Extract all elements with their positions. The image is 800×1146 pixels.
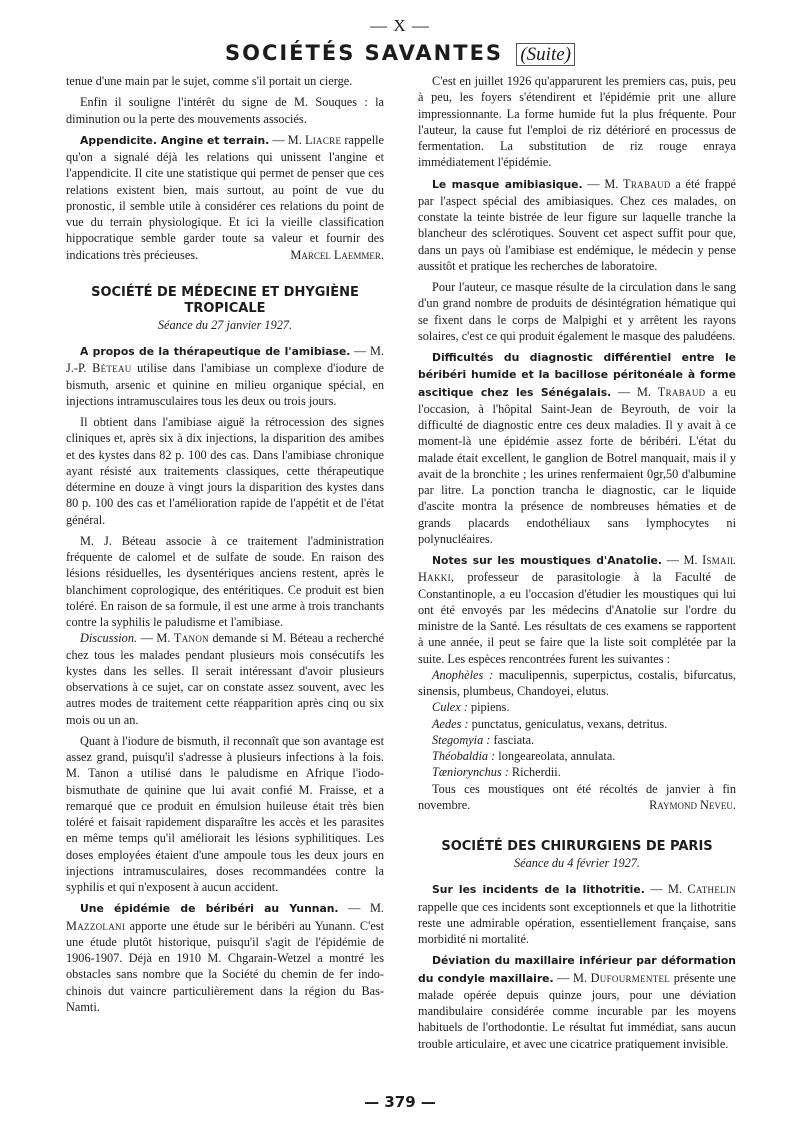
article-text: présente une malade opérée depuis quinze jours, pour une déviation mandibulaire considérée comme incurable par les moyens habituels de l'orthodontie. Le résultat fut immédiat, sans aucun trouble articulaire, et avec une cicatrice pratiquement invisible. [418, 970, 736, 1051]
article-text: rappelle que ces incidents sont exceptionnels et que la lithotritie reste une admirable opération, essentiellement française, sans morbidité ni mortalité. [418, 899, 736, 946]
species-names: fasciata. [490, 732, 535, 747]
masthead-suite: (Suite) [516, 43, 575, 66]
species-genus: Théobaldia : [432, 749, 496, 763]
right-column [418, 73, 736, 1052]
section-title-line1: SOCIÉTÉ DE MÉDECINE ET DHYGIÈNE [91, 284, 359, 300]
author-name: Mazzolani [66, 918, 126, 933]
dash: — M. [137, 631, 174, 646]
section-date-medecine: Séance du 27 janvier 1927. [157, 317, 293, 332]
signature: Marcel Laemmer. [290, 247, 384, 262]
masthead [0, 41, 800, 66]
article-deviation [418, 952, 736, 1052]
section-date-chirurgiens: Séance du 4 février 1927. [513, 856, 640, 870]
article-text: rappelle qu'on a signalé déjà les relations qui unissent l'angine et l'appendicite. Il cite une statistique qui permet de penser que ces relations existent bien, mais surtout, au point de vue du pronostic, il semble utile à considérer ces relations du point de vue du terrain physiologique. Et ici la vieille classification hippocratique semble garder toute sa valeur et fournir des indications très précieuses. [66, 132, 384, 262]
paragraph-iodure: Quant à l'iodure de bismuth, il reconnaît que son avantage est assez grand, puisqu'il s'adresse à plusieurs infections à la fois. M. Tanon a utilisé dans le paludisme en Afrique l'iodo-bismuthate de quinine que lui avait confié M. Fraisse, et a remarqué que ce produit en émulsion huileuse était très bien toléré et faisait rapidement disparaître les accès et les parasites en même temps qu'il améliorait les lésions syphilitiques. Les doses employées étaient d'une ampoule tous les deux jours en injections intramusculaires, doses recommandées contre la syphilis et qui n'exposent à aucun accident. [66, 733, 384, 894]
species-genus: Culex : [432, 700, 468, 715]
species-names: maculipennis, superpictus, costalis, bifurcatus, sinensis, plumbeus, Chandoyei, elutus. [418, 667, 736, 698]
author-name: Ismail Hakki [418, 553, 736, 585]
section-title-medecine [66, 285, 384, 317]
species-entry [418, 732, 736, 748]
section-title-line2: TROPICALE [184, 300, 266, 316]
spacer [66, 263, 384, 285]
article-therapeutique [66, 343, 384, 409]
species-names: pipiens. [467, 700, 510, 715]
article-text: a été frappé par l'aspect spécial des amibiasiques. Chez ces malades, on constate la teinte bistrée de leur figure sur laquelle tranche la blancheur des sclérotiques. Souvent cet aspect suffit pour que, dans un pays où l'amibiase est endémique, le médecin y pense aussitôt et pratique les recherches de laboratoire. [418, 176, 736, 273]
species-genus: Aedes : [432, 716, 469, 731]
paragraph-tous [418, 781, 736, 814]
article-heading: Appendicite. Angine et terrain. [80, 133, 270, 147]
signature: Raymond Neveu. [649, 797, 736, 812]
paragraph-auteur: Pour l'auteur, ce masque résulte de la circulation dans le sang d'un grand nombre de produits de désintégration hématique qui se fixent dans le corps de Malpighi et y arrêtent les rayons solaires, c'est ce qui produit également le masque des paludéens. [418, 280, 736, 343]
article-text: a eu l'occasion, à l'hôpital Saint-Jean de Beyrouth, de voir la difficulté de diagnostic entre ces deux maladies. Il y avait à ce moment-là une épidémie assez forte de béribéri. L'état du malade était excellent, le ganglion de Botrel manquait, mais il y avait de la bronchite ; les urines renfermaient 0gr,50 d'albumine par litre. La ponction trancha le diagnostic, car le liquide d'ascite montra la présence de nombreuses hématies et de grands placards endothéliaux sans lymphocytes ni polynucléaires. [418, 384, 736, 546]
author-name: Dufourmentel [590, 970, 671, 985]
section-title-chirurgiens: SOCIÉTÉ DES CHIRURGIENS DE PARIS [441, 839, 713, 854]
discussion-label: Discussion. [80, 631, 138, 646]
spacer [418, 871, 736, 881]
species-names: longeareolata, annulata. [495, 749, 616, 763]
species-genus: Tæniorynchus : [432, 765, 509, 780]
article-heading: A propos de la thérapeutique de l'amibiase. [80, 345, 351, 358]
masthead-title: SOCIÉTÉS SAVANTES [224, 41, 504, 65]
dash: — M. J.-P. [66, 344, 384, 376]
article-text: utilise dans l'amibiase un complexe d'iodure de bismuth, arsenic et quinine en milieu organique spécial, en injections intramusculaires tous les deux ou trois jours. [66, 361, 384, 408]
article-heading: Une épidémie de béribéri au Yunnan. [80, 902, 339, 916]
left-column [66, 73, 384, 1015]
dash: — M. [611, 384, 658, 399]
paragraph-juillet: C'est en juillet 1926 qu'apparurent les premiers cas, puis, peu à peu, les foyers s'étendirent et l'épidémie prit une allure impressionnante. La forme humide fut la plus fréquente. Pour l'auteur, la cause fut l'emploi de riz détérioré en processus de fermentation. La substitution de riz rouge enraya immédiatement l'épidémie. [418, 74, 736, 170]
species-entry [418, 764, 736, 780]
species-names: punctatus, geniculatus, vexans, detritus. [468, 716, 668, 731]
paragraph-obtient: Il obtient dans l'amibiase aiguë la rétrocession des signes cliniques et, après six à dix injections, la disparition des amibes et des kystes dans 82 p. 100 des cas. Dans l'amibiase chronique ayant résisté aux traitements classiques, cette thérapeutique détermine en douze à vingt jours la disparition des kystes dans 80 p. 100 des cas et l'amélioration rapide de l'appétit et de l'état général. [66, 415, 384, 527]
author-name: Cathelin [687, 882, 737, 897]
article-heading: Difficultés du diagnostic différentiel entre le béribéri humide et la bacillose péritonéale à forme ascitique chez les Sénégalais. [418, 351, 736, 399]
roman-page-numeral: — X — [370, 16, 430, 35]
dash: — M. [582, 176, 624, 191]
species-entry [418, 699, 736, 715]
article-discussion [66, 630, 384, 728]
author-name: Trabaud [657, 384, 706, 399]
article-heading: Notes sur les moustiques d'Anatolie. [432, 554, 662, 567]
dash: — M. [269, 132, 305, 147]
species-entry [418, 667, 736, 700]
dash: — M. [661, 553, 703, 567]
article-appendicite [66, 132, 384, 263]
article-text: apporte une étude sur le béribéri au Yunann. C'est une étude plutôt historique, puisqu'il s'agit de l'épidémie de 1906-1907. Déjà en 1910 M. Chgarain-Wetzel a montré les obstacles sans nombre que la Société du chemin de fer indo-chinois dut vaincre particulièrement dans la région du Bas-Namti. [66, 918, 384, 1014]
species-entry [418, 748, 736, 764]
paragraph-beteau: M. J. Béteau associe à ce traitement l'administration fréquente de calomel et de sulfate de soude. En raison des lésions résiduelles, les dysentériques anciens restent, après le blanchiment coprologique, des entéritiques. Ce produit est bien toléré. En raison de sa formule, il est une arme à trois tranchants contre la syphilis le paludisme et l'amibiase. [66, 533, 384, 629]
species-genus: Stegomyia : [432, 732, 491, 747]
author-name: Béteau [92, 361, 132, 376]
page-number: — 379 — [364, 1093, 436, 1111]
paragraph-tous-text: Tous ces moustiques ont été récoltés de janvier à fin novembre. [418, 781, 736, 812]
spacer [66, 333, 384, 343]
dash: — M. [553, 970, 591, 985]
author-name: Tanon [173, 631, 209, 646]
article-difficultes [418, 349, 736, 547]
spacer [418, 813, 736, 839]
article-beriberi [66, 900, 384, 1015]
paragraph-continuation: tenue d'une main par le sujet, comme s'il portait un cierge. [66, 74, 353, 88]
article-text: demande si M. Béteau a recherché chez tous les malades pendant plusieurs mois consécutifs les kystes dans les selles. Il serait intéressant d'avoir plusieurs observations à ce sujet, car on constate assez souvent, avec les autres modes de traitement cette réapparition après cinq ou six mois ou un an. [66, 631, 384, 727]
author-name: Liacre [304, 132, 342, 147]
article-heading: Le masque amibiasique. [432, 177, 583, 191]
dash: — M. [644, 882, 688, 897]
author-name: Trabaud [623, 176, 671, 191]
species-genus: Anophèles : [432, 667, 494, 682]
article-text: , professeur de parasitologie à la Faculté de Constantinople, a eu l'occasion d'étudier les moustiques qui lui ont été envoyés par les médecins d'Anatolie sur l'ordre du ministre de la Santé. Les résultats de ces examens se rapportent à une année, il peut se faire que la liste soit complétée par la suite. Les espèces rencontrées furent les suivantes : [418, 570, 736, 666]
paragraph-souques: Enfin il souligne l'intérêt du signe de M. Souques : la diminution ou la perte des mouvements associés. [66, 95, 384, 126]
article-masque [418, 176, 736, 275]
article-moustiques [418, 552, 736, 667]
article-heading: Déviation du maxillaire inférieur par déformation du condyle maxillaire. [418, 954, 736, 985]
dash: — M. [338, 901, 384, 916]
article-heading: Sur les incidents de la lithotritie. [432, 883, 645, 897]
species-names: Richerdii. [508, 765, 561, 780]
species-entry [418, 716, 736, 732]
article-lithotritie [418, 881, 736, 947]
